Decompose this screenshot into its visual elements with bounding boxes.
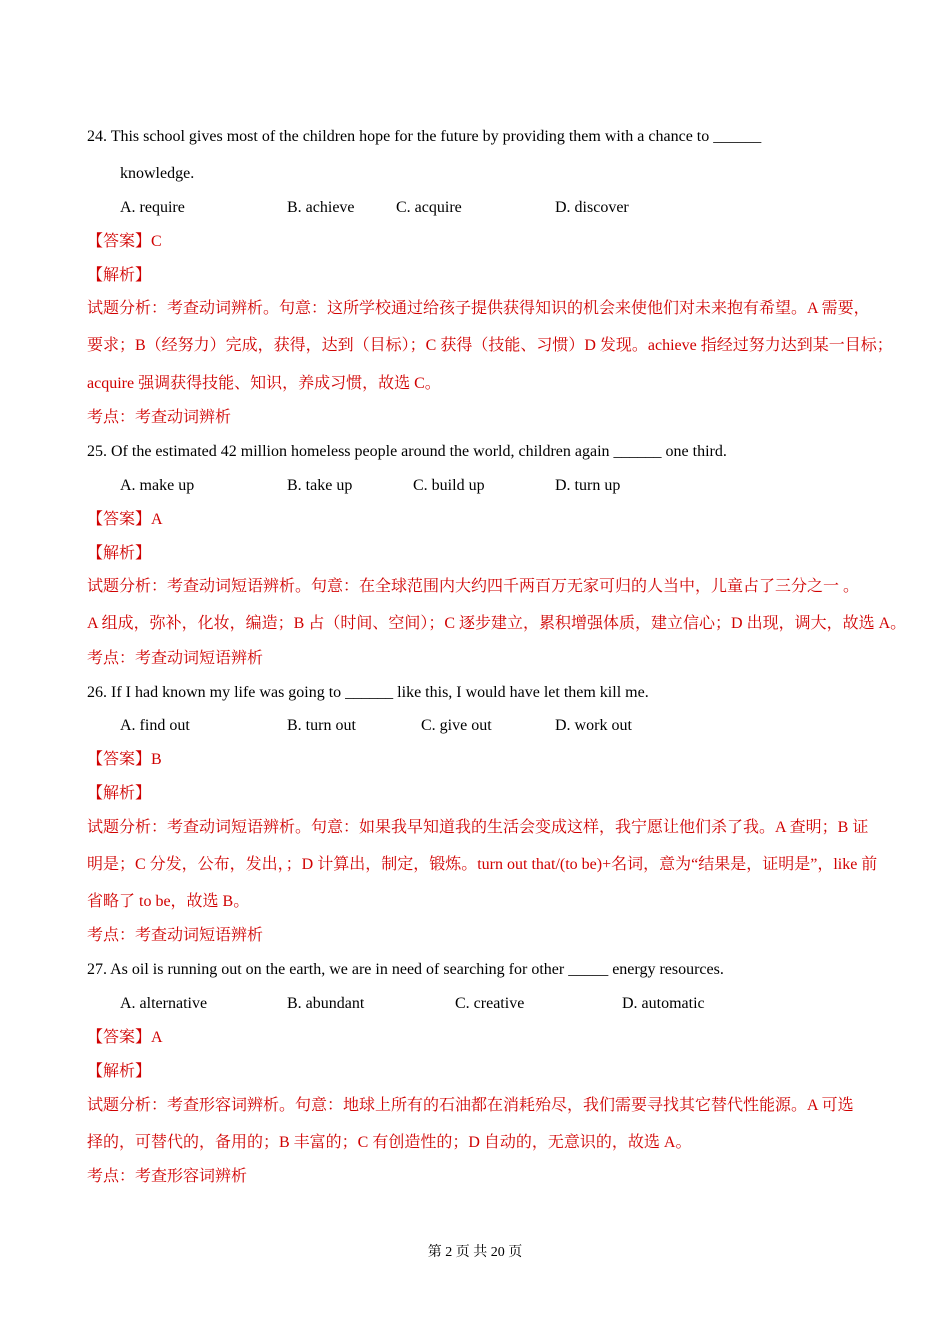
question-25-point: 考点：考查动词短语辨析	[87, 650, 264, 667]
option-b: B. achieve	[287, 199, 355, 216]
option-a: A. find out	[120, 717, 190, 734]
question-25-options	[120, 476, 820, 496]
option-d: D. turn up	[555, 477, 621, 494]
question-25-analysis-line: 试题分析：考查动词短语辨析。句意：在全球范围内大约四千两百万无家可归的人当中，儿童占了三分之一 。	[87, 578, 860, 595]
option-c: C. acquire	[396, 199, 462, 216]
question-24-analysis-label: 【解析】	[87, 267, 152, 284]
question-25-analysis-line: A 组成，弥补，化妆，编造；B 占（时间、空间）；C 逐步建立，累积增强体质，建立信心；D 出现，调大，故选 A。	[87, 615, 907, 632]
question-24-analysis-line: acquire 强调获得技能、知识，养成习惯，故选 C。	[87, 375, 441, 392]
question-27-analysis-label: 【解析】	[87, 1063, 152, 1080]
question-24-stem-cont: knowledge.	[120, 165, 195, 182]
question-27-analysis-line: 试题分析：考查形容词辨析。句意：地球上所有的石油都在消耗殆尽，我们需要寻找其它替代性能源。A 可选	[87, 1097, 854, 1114]
option-d: D. automatic	[622, 995, 705, 1012]
question-26-point: 考点：考查动词短语辨析	[87, 927, 264, 944]
question-27-stem: 27. As oil is running out on the earth, we are in need of searching for other _____ energy resources.	[87, 961, 724, 978]
question-25-analysis-label: 【解析】	[87, 545, 152, 562]
question-24-point: 考点：考查动词辨析	[87, 409, 232, 426]
question-24-options	[120, 198, 820, 218]
option-b: B. turn out	[287, 717, 356, 734]
question-24-analysis-line: 试题分析：考查动词辨析。句意：这所学校通过给孩子提供获得知识的机会来使他们对未来抱有希望。A 需要，	[87, 300, 870, 317]
question-25-stem: 25. Of the estimated 42 million homeless people around the world, children again ______ one third.	[87, 443, 727, 460]
option-a: A. make up	[120, 477, 195, 494]
question-24-analysis-line: 要求；B（经努力）完成，获得，达到（目标）；C 获得（技能、习惯）D 发现。achieve 指经过努力达到某一目标；	[87, 337, 893, 354]
option-c: C. creative	[455, 995, 525, 1012]
option-c: C. give out	[421, 717, 492, 734]
question-26-analysis-line: 明是；C 分发，公布，发出，；D 计算出，制定，锻炼。turn out that/(to be)+名词，意为“结果是，证明是”，like 前	[87, 856, 878, 873]
question-26-analysis-line: 试题分析：考查动词短语辨析。句意：如果我早知道我的生活会变成这样，我宁愿让他们杀了我。A 查明；B 证	[87, 819, 869, 836]
question-27-answer: 【答案】A	[87, 1029, 163, 1046]
question-27-point: 考点：考查形容词辨析	[87, 1168, 248, 1185]
question-26-answer: 【答案】B	[87, 751, 162, 768]
option-c: C. build up	[413, 477, 485, 494]
option-b: B. take up	[287, 477, 353, 494]
option-a: A. require	[120, 199, 185, 216]
page-footer: 第 2 页 共 20 页	[427, 1245, 523, 1260]
option-b: B. abundant	[287, 995, 365, 1012]
option-d: D. discover	[555, 199, 629, 216]
question-26-options	[120, 716, 820, 736]
question-25-answer: 【答案】A	[87, 511, 163, 528]
question-26-analysis-line: 省略了 to be，故选 B。	[87, 893, 250, 910]
question-26-analysis-label: 【解析】	[87, 785, 152, 802]
question-27-analysis-line: 择的，可替代的，备用的；B 丰富的；C 有创造性的；D 自动的，无意识的，故选 A。	[87, 1134, 692, 1151]
option-a: A. alternative	[120, 995, 208, 1012]
question-24-stem: 24. This school gives most of the children hope for the future by providing them with a chance to ______	[87, 128, 762, 145]
option-d: D. work out	[555, 717, 632, 734]
question-24-answer: 【答案】C	[87, 233, 162, 250]
question-26-stem: 26. If I had known my life was going to ______ like this, I would have let them kill me.	[87, 684, 649, 701]
question-27-options	[120, 994, 840, 1014]
